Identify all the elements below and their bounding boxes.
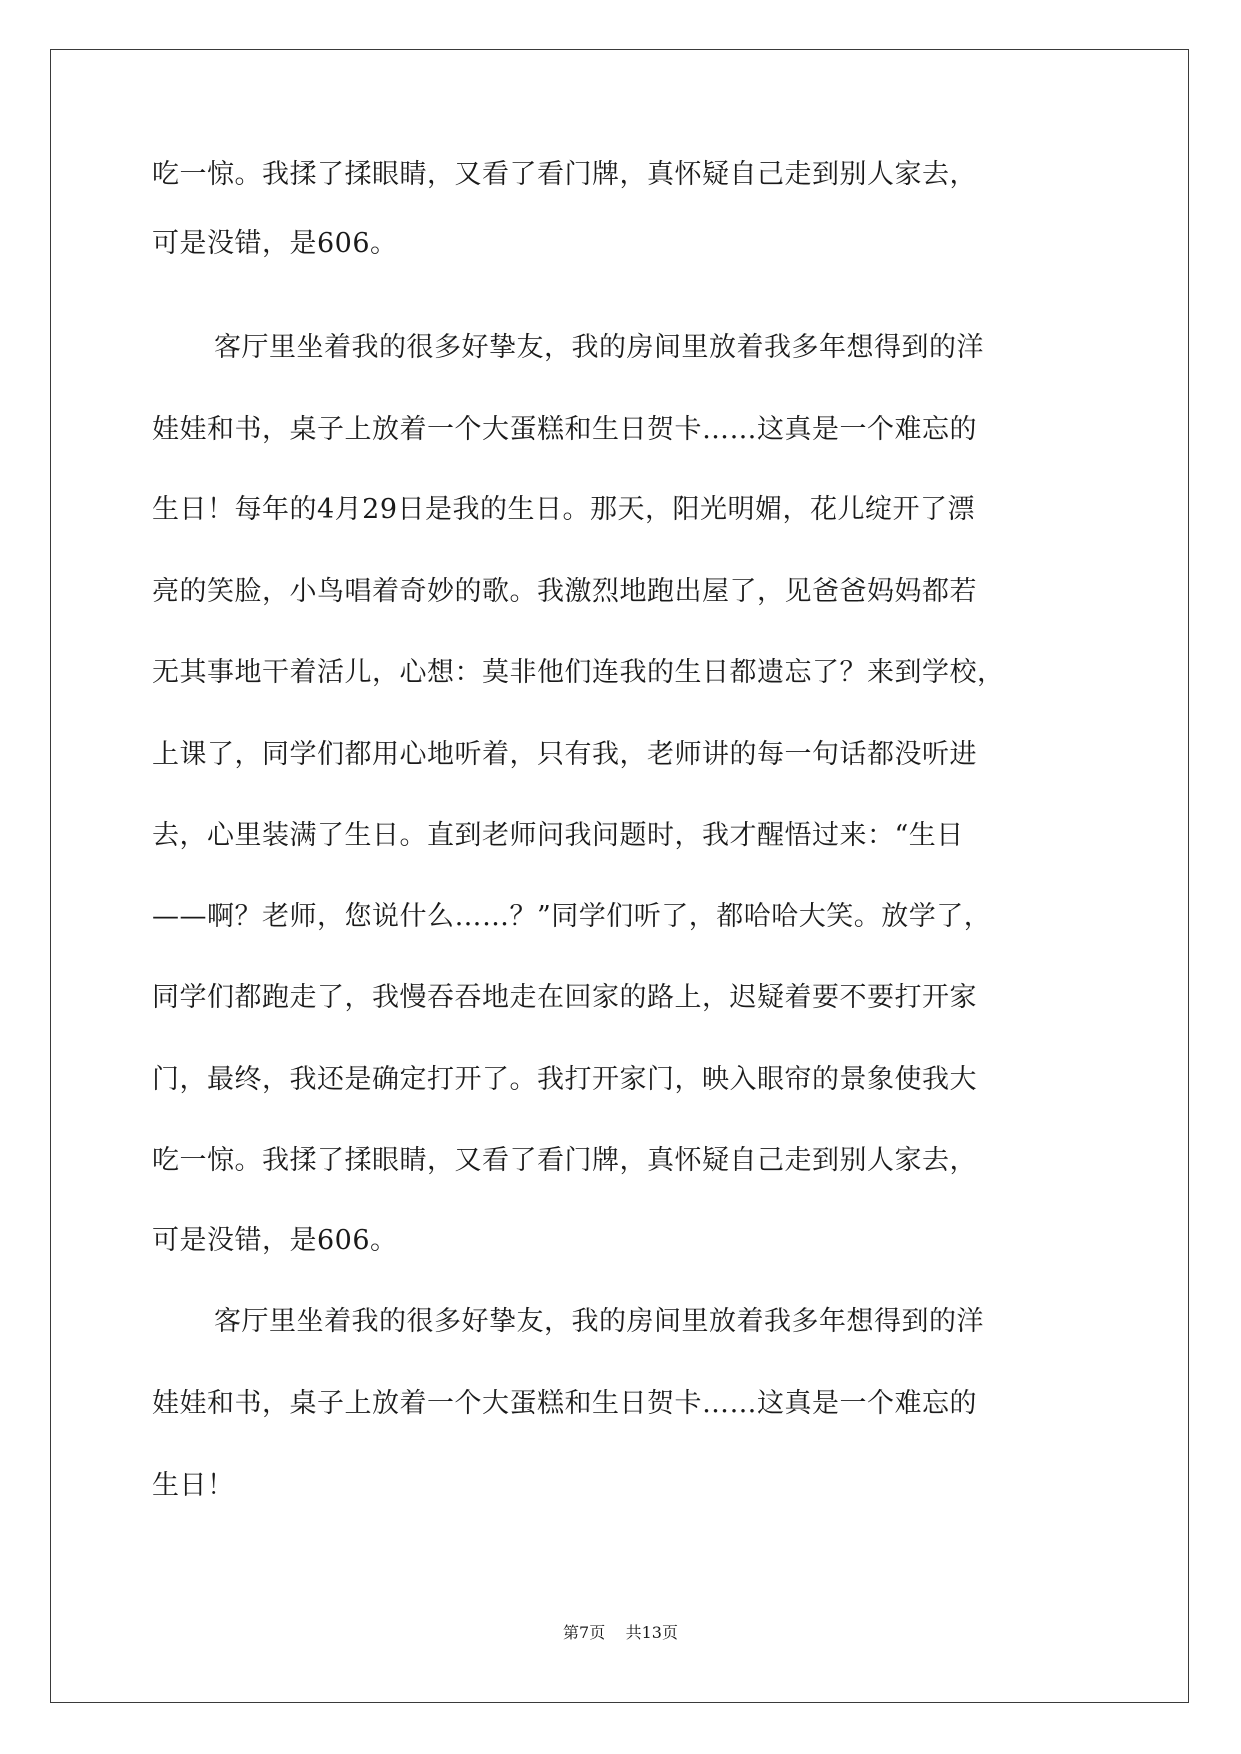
text-line-17: 生日！ [152, 1470, 235, 1501]
text-line-14: 可是没错，是606。 [152, 1225, 398, 1256]
page-border [50, 49, 1189, 1703]
text-line-5: 生日！每年的4月29日是我的生日。那天，阳光明媚，花儿绽开了漂 [152, 494, 976, 525]
text-line-2: 可是没错，是606。 [152, 228, 398, 259]
page-footer [0, 1623, 1241, 1643]
text-line-13: 吃一惊。我揉了揉眼睛，又看了看门牌，真怀疑自己走到别人家去， [152, 1145, 977, 1176]
page-number: 第7页 [563, 1623, 606, 1642]
text-line-10: ——啊？老师，您说什么……？”同学们听了，都哈哈大笑。放学了， [152, 901, 992, 932]
text-line-9: 去，心里装满了生日。直到老师问我问题时，我才醒悟过来：“生日 [152, 820, 964, 851]
text-line-6: 亮的笑脸，小鸟唱着奇妙的歌。我激烈地跑出屋了，见爸爸妈妈都若 [152, 576, 977, 607]
page-total: 共13页 [625, 1623, 678, 1642]
text-line-4: 娃娃和书，桌子上放着一个大蛋糕和生日贺卡……这真是一个难忘的 [152, 414, 977, 445]
text-line-3: 客厅里坐着我的很多好挚友，我的房间里放着我多年想得到的洋 [214, 332, 984, 363]
text-line-15: 客厅里坐着我的很多好挚友，我的房间里放着我多年想得到的洋 [214, 1306, 984, 1337]
text-line-1: 吃一惊。我揉了揉眼睛，又看了看门牌，真怀疑自己走到别人家去， [152, 159, 977, 190]
text-line-7: 无其事地干着活儿，心想：莫非他们连我的生日都遗忘了？来到学校， [152, 657, 1005, 688]
text-line-8: 上课了，同学们都用心地听着，只有我，老师讲的每一句话都没听进 [152, 739, 977, 770]
text-line-12: 门，最终，我还是确定打开了。我打开家门，映入眼帘的景象使我大 [152, 1064, 977, 1095]
text-line-11: 同学们都跑走了，我慢吞吞地走在回家的路上，迟疑着要不要打开家 [152, 982, 977, 1013]
text-line-16: 娃娃和书，桌子上放着一个大蛋糕和生日贺卡……这真是一个难忘的 [152, 1388, 977, 1419]
